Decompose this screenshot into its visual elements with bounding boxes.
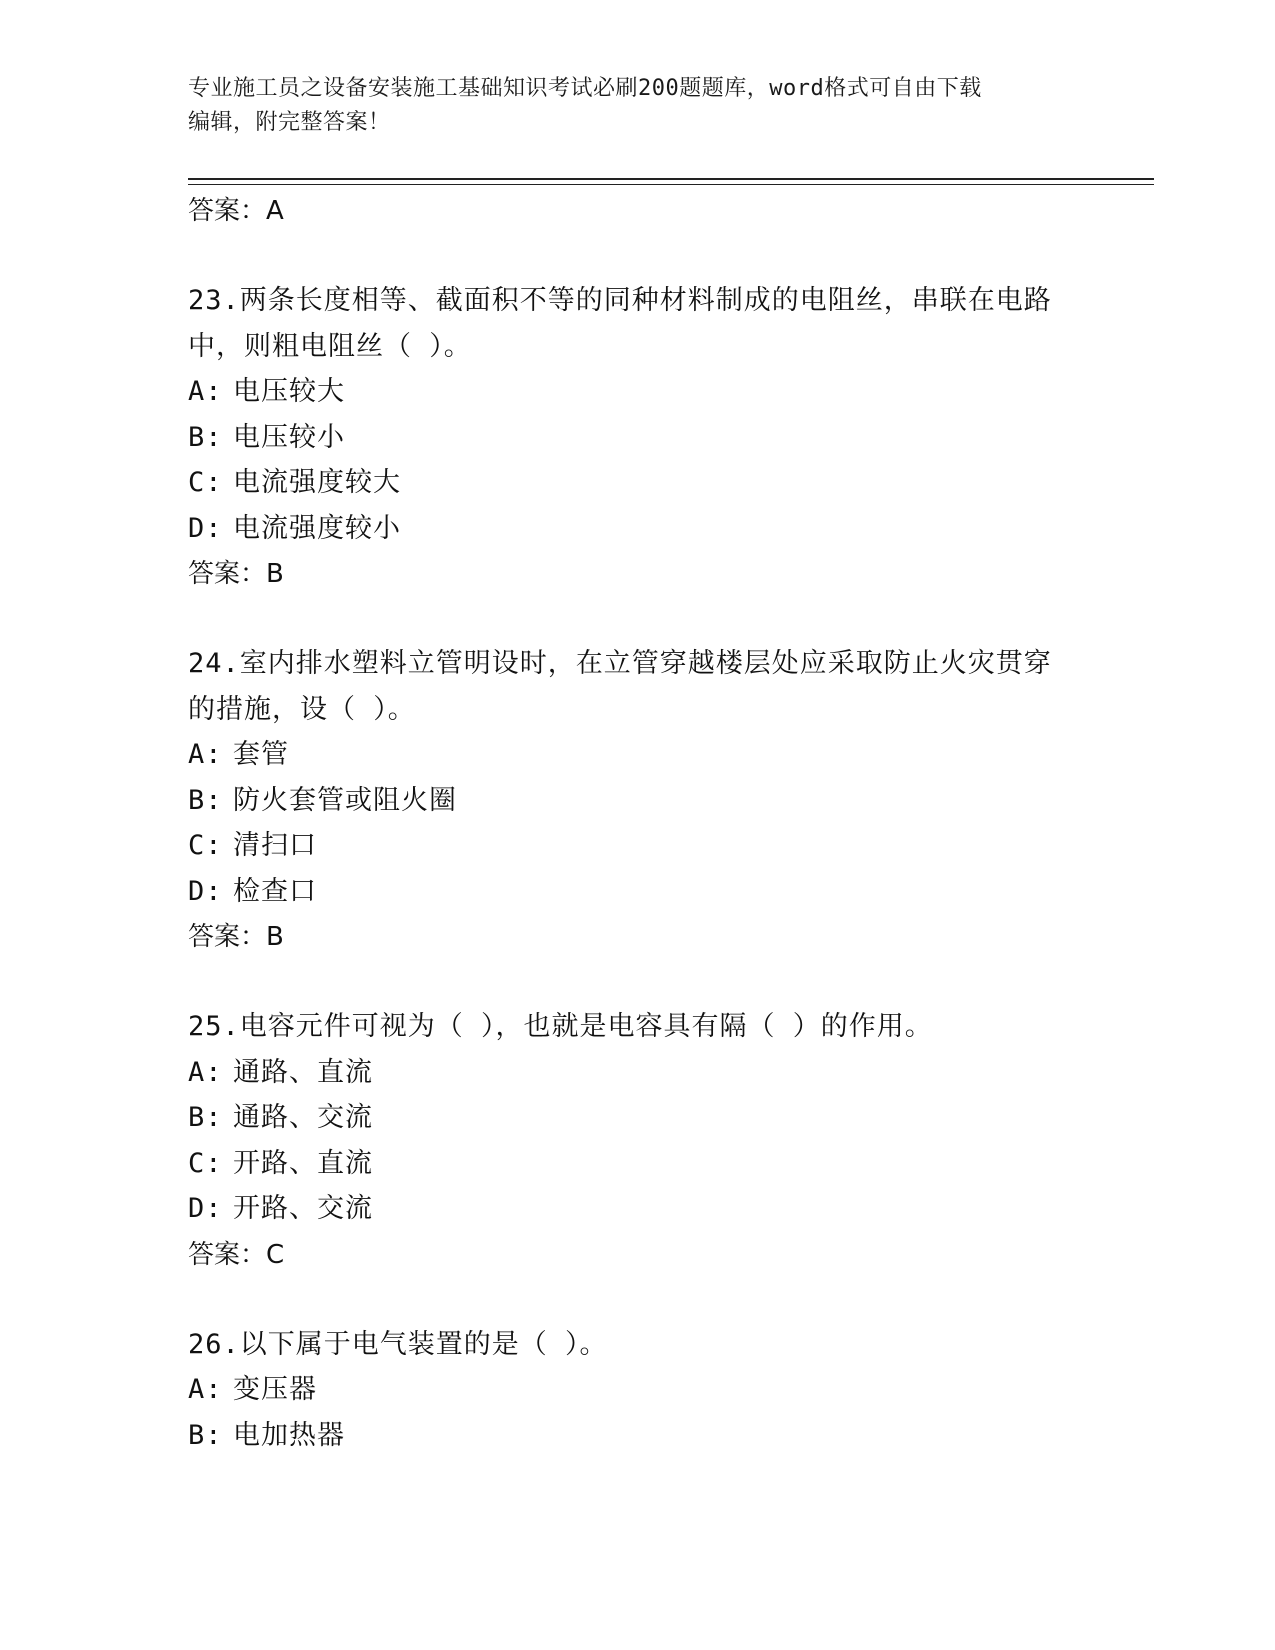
option-a (188, 732, 1088, 778)
option-label: A: (188, 1374, 223, 1405)
option-a (188, 1050, 1088, 1096)
option-label: A: (188, 739, 223, 770)
option-text: 电流强度较小 (233, 512, 401, 544)
option-text: 套管 (233, 739, 289, 770)
option-text: 电流强度较大 (233, 467, 401, 498)
option-label: D: (188, 1193, 223, 1224)
option-label: C: (188, 830, 223, 861)
option-c (188, 1141, 1088, 1187)
option-label: D: (188, 512, 223, 544)
question-text-line: 中，则粗电阻丝（ ）。 (188, 330, 472, 362)
option-label: B: (188, 1102, 223, 1133)
header-title-line-1: 专业施工员之设备安装施工基础知识考试必刷200题题库，word格式可自由下载 (188, 76, 982, 101)
option-d (188, 1186, 1088, 1232)
option-text: 变压器 (233, 1374, 317, 1405)
document-header (188, 72, 1068, 140)
header-divider-thin (188, 184, 1154, 185)
option-label: D: (188, 875, 223, 907)
option-text: 检查口 (233, 875, 317, 907)
question-block (188, 278, 1088, 597)
option-label: B: (188, 421, 223, 453)
answer-line (188, 188, 1088, 234)
question-text-line: 25.电容元件可视为（ ），也就是电容具有隔（ ）的作用。 (188, 1011, 933, 1042)
option-label: C: (188, 467, 223, 498)
question-text-line: 24.室内排水塑料立管明设时，在立管穿越楼层处应采取防止火灾贯穿 (188, 648, 1052, 679)
option-b (188, 1413, 1088, 1459)
option-text: 通路、交流 (233, 1102, 373, 1133)
option-text: 清扫口 (233, 830, 317, 861)
answer-line (188, 914, 1088, 960)
answer-value: C (266, 1239, 285, 1270)
option-label: A: (188, 1056, 223, 1088)
option-label: A: (188, 376, 223, 407)
option-text: 开路、交流 (233, 1193, 373, 1224)
answer-label: 答案： (188, 1239, 267, 1270)
header-title-line-2: 编辑，附完整答案！ (188, 110, 391, 135)
question-list (188, 188, 1088, 1458)
option-text: 防火套管或阻火圈 (233, 784, 457, 816)
question-text-line: 23.两条长度相等、截面积不等的同种材料制成的电阻丝，串联在电路 (188, 285, 1052, 316)
answer-line (188, 1232, 1088, 1278)
question-block (188, 1004, 1088, 1278)
option-b (188, 778, 1088, 824)
option-a (188, 369, 1088, 415)
question-text-line: 26.以下属于电气装置的是（ ）。 (188, 1328, 608, 1360)
option-label: C: (188, 1147, 223, 1179)
option-text: 开路、直流 (233, 1147, 373, 1179)
option-d (188, 869, 1088, 915)
option-text: 电压较大 (233, 376, 345, 407)
option-text: 电加热器 (233, 1419, 345, 1451)
option-a (188, 1367, 1088, 1413)
question-text-line: 的措施，设（ ）。 (188, 693, 416, 725)
option-b (188, 1095, 1088, 1141)
answer-label: 答案： (188, 196, 267, 226)
answer-value: B (266, 922, 284, 952)
header-divider-thick (188, 178, 1154, 180)
option-text: 通路、直流 (233, 1056, 373, 1088)
question-block (188, 641, 1088, 960)
answer-value: B (266, 559, 284, 589)
option-label: B: (188, 784, 223, 816)
option-label: B: (188, 1419, 223, 1451)
answer-label: 答案： (188, 559, 267, 589)
option-c (188, 823, 1088, 869)
answer-value: A (266, 196, 284, 226)
answer-line (188, 551, 1088, 597)
answer-label: 答案： (188, 922, 267, 952)
question-block (188, 1322, 1088, 1459)
option-d (188, 506, 1088, 552)
option-text: 电压较小 (233, 421, 345, 453)
option-c (188, 460, 1088, 506)
option-b (188, 415, 1088, 461)
